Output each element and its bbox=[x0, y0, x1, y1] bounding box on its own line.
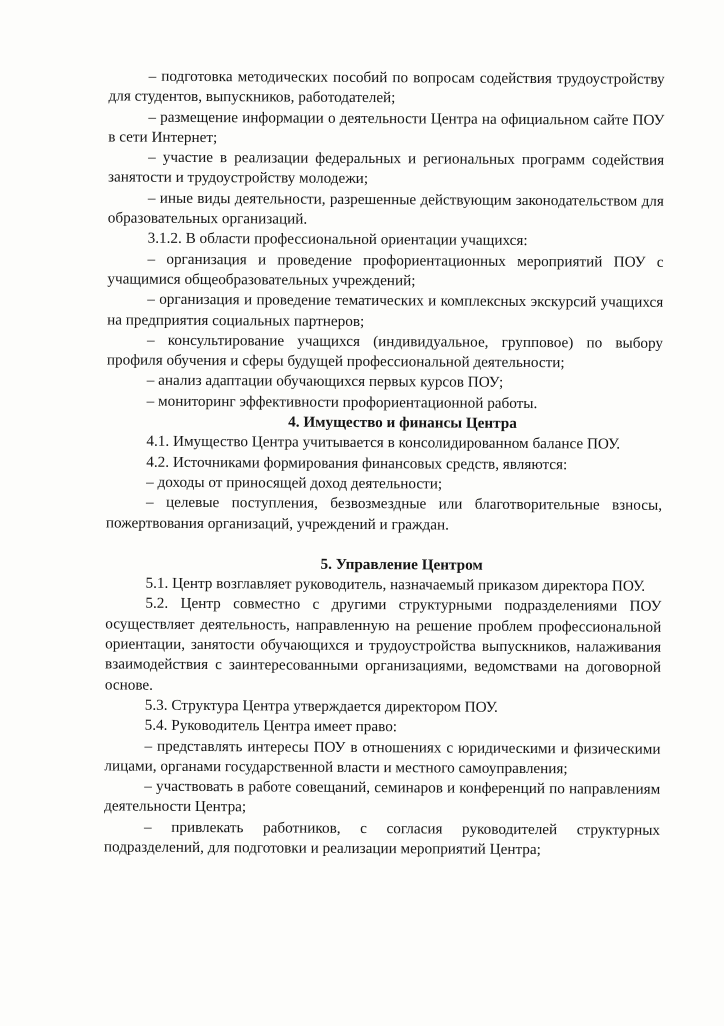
paragraph: – подготовка методических пособий по вопросам содействия трудоустройству для студентов, выпускников, работодателей; bbox=[108, 67, 665, 107]
paragraph: – целевые поступления, безвозмездные или благотворительные взносы, пожертвования организаций, учреждений и граждан. bbox=[105, 493, 663, 534]
paragraph: 4.1. Имущество Центра учитывается в консолидированном балансе ПОУ. bbox=[146, 433, 621, 453]
paragraph: – участвовать в работе совещаний, семинаров и конференций по направлениям деятельности Центра; bbox=[104, 777, 661, 816]
paragraph: – доходы от приносящей доход деятельности; bbox=[146, 473, 443, 493]
paragraph: – организация и проведение профориентационных мероприятий ПОУ с учащимися общеобразовательных учреждений; bbox=[107, 250, 664, 290]
paragraph: – представлять интересы ПОУ в отношениях с юридическими и физическими лицами, органами государственной власти и местного самоуправления; bbox=[104, 737, 661, 778]
section-heading: 4. Имущество и финансы Центра bbox=[288, 413, 517, 432]
paragraph: – мониторинг эффективности профориентационной работы. bbox=[146, 392, 538, 412]
paragraph: 5.3. Структура Центра утверждается директором ПОУ. bbox=[144, 696, 498, 716]
paragraph: – анализ адаптации обучающихся первых курсов ПОУ; bbox=[146, 372, 504, 392]
paragraph: 5.2. Центр совместно с другими структурными подразделениями ПОУ осуществляет деятельность, направленную на решение проблем профессиональной ориентации, занятости обучающихся и трудоустройства выпускников, налаживания взаимодействия с заинтересованными организациями, ведомствами на договорной основе. bbox=[104, 595, 662, 694]
paragraph: – размещение информации о деятельности Центра на официальном сайте ПОУ в сети Интернет; bbox=[108, 108, 665, 146]
paragraph: – привлекать работников, с согласия руководителей структурных подразделений, для подготовки и реализации мероприятий Центра; bbox=[103, 818, 661, 859]
paragraph: – участие в реализации федеральных и региональных программ содействия занятости и трудоустройству молодежи; bbox=[107, 148, 665, 188]
paragraph: 3.1.2. В области профессиональной ориентации учащихся: bbox=[147, 230, 528, 250]
paragraph: – иные виды деятельности, разрешенные действующим законодательством для образовательных организаций. bbox=[107, 189, 664, 228]
paragraph: – организация и проведение тематических и комплексных экскурсий учащихся на предприятия социальных партнеров; bbox=[107, 290, 664, 330]
paragraph: 5.1. Центр возглавляет руководитель, назначаемый приказом директора ПОУ. bbox=[145, 574, 646, 595]
paragraph: – консультирование учащихся (индивидуальное, групповое) по выбору профиля обучения и сферы будущей профессиональной деятельности; bbox=[106, 331, 664, 372]
paragraph: 4.2. Источниками формирования финансовых средств, являются: bbox=[146, 453, 568, 473]
section-heading: 5. Управление Центром bbox=[320, 555, 483, 574]
paragraph: 5.4. Руководитель Центра имеет право: bbox=[144, 716, 398, 736]
